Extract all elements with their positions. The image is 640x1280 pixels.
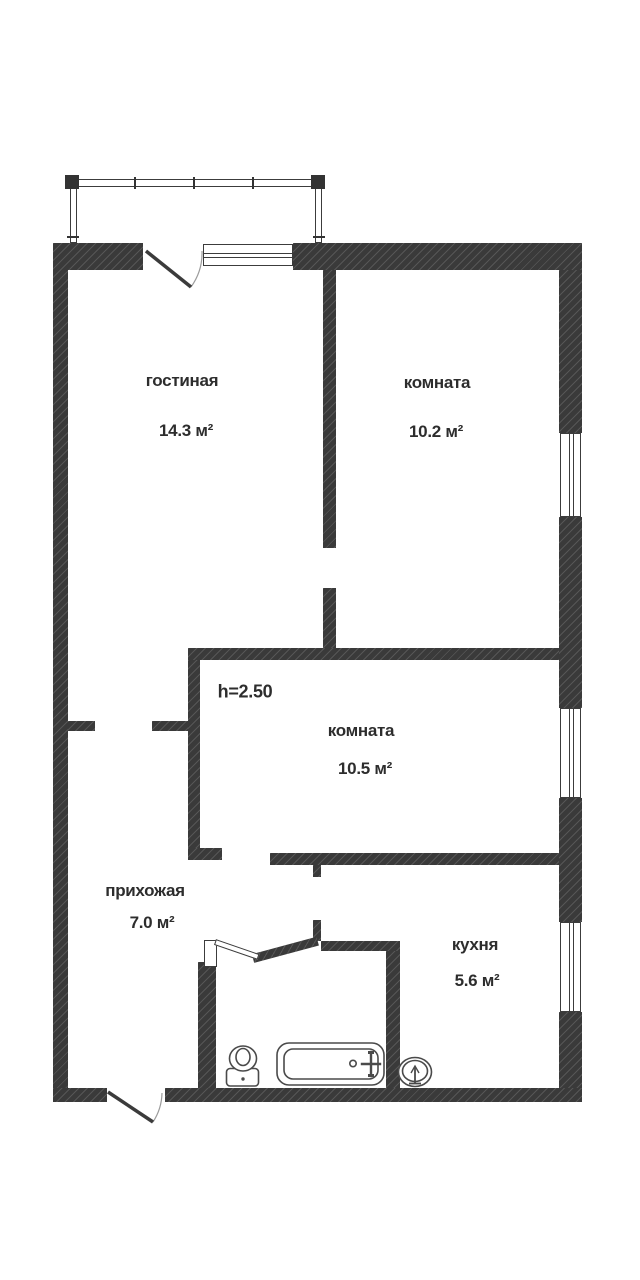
balcony-tick: [313, 236, 325, 238]
wall-living-bedroom1-upper: [323, 270, 336, 548]
balcony-tick: [67, 236, 79, 238]
window-kitchen: [560, 922, 581, 1012]
wall-bedroom2-bottom: [270, 853, 559, 865]
outer-wall-left: [53, 243, 68, 1102]
window-mullion: [204, 253, 292, 258]
room-label-living: гостиная: [145, 371, 219, 390]
bathroom-door-leaf: [214, 939, 259, 960]
wall-bathroom-right: [386, 951, 400, 1088]
entrance-door-leaf: [108, 1092, 153, 1122]
room-label-hallway: прихожая: [105, 881, 185, 900]
room-area-bedroom1: 10.2 м²: [409, 422, 463, 441]
wall-bedroom2-top: [188, 648, 559, 660]
room-area-bedroom2: 10.5 м²: [338, 759, 392, 778]
wall-bathroom-top: [321, 941, 400, 951]
window-mullion: [569, 434, 574, 516]
outer-wall-top-right: [293, 243, 582, 270]
window-bedroom2: [560, 708, 581, 798]
outer-wall-right: [559, 270, 582, 433]
room-area-living: 14.3 м²: [159, 421, 213, 440]
wall-bathroom-slant: [252, 937, 319, 963]
outer-wall-right: [559, 798, 582, 922]
wall-kitchen-stub-upper: [313, 865, 321, 877]
room-label-bedroom1: комната: [403, 373, 471, 392]
wall-living-bedroom1-lower: [323, 588, 336, 648]
room-area-hallway: 7.0 м²: [129, 913, 175, 932]
room-label-bedroom2: комната: [327, 721, 395, 740]
outer-wall-bottom-right: [165, 1088, 582, 1102]
balcony-post-right: [311, 175, 325, 189]
room-label-kitchen: кухня: [451, 935, 499, 954]
wall-hallway-stub-left: [68, 721, 95, 731]
balcony-door-leaf: [146, 251, 191, 287]
outer-wall-bottom-left: [53, 1088, 107, 1102]
entrance-door-arc: [153, 1093, 162, 1122]
room-area-kitchen: 5.6 м²: [454, 971, 500, 990]
window-mullion: [569, 709, 574, 797]
balcony-tick: [252, 177, 254, 189]
wall-bedroom2-left: [188, 660, 200, 848]
window-balcony: [203, 244, 293, 266]
balcony-tick: [134, 177, 136, 189]
balcony-post-left: [65, 175, 79, 189]
window-bedroom1: [560, 433, 581, 517]
balcony-door-arc: [191, 251, 202, 287]
balcony-rail-top: [70, 179, 322, 187]
sink-icon: [399, 1058, 432, 1087]
ceiling-height-label: h=2.50: [217, 681, 273, 702]
outer-wall-right: [559, 517, 582, 708]
wall-bathroom-left: [198, 962, 216, 1088]
window-mullion: [569, 923, 574, 1011]
balcony-tick: [193, 177, 195, 189]
wall-bedroom2-bottom-stub: [188, 848, 222, 860]
toilet-icon: [227, 1046, 259, 1086]
bathtub-icon: [277, 1043, 384, 1085]
wall-hallway-stub-right: [152, 721, 188, 731]
